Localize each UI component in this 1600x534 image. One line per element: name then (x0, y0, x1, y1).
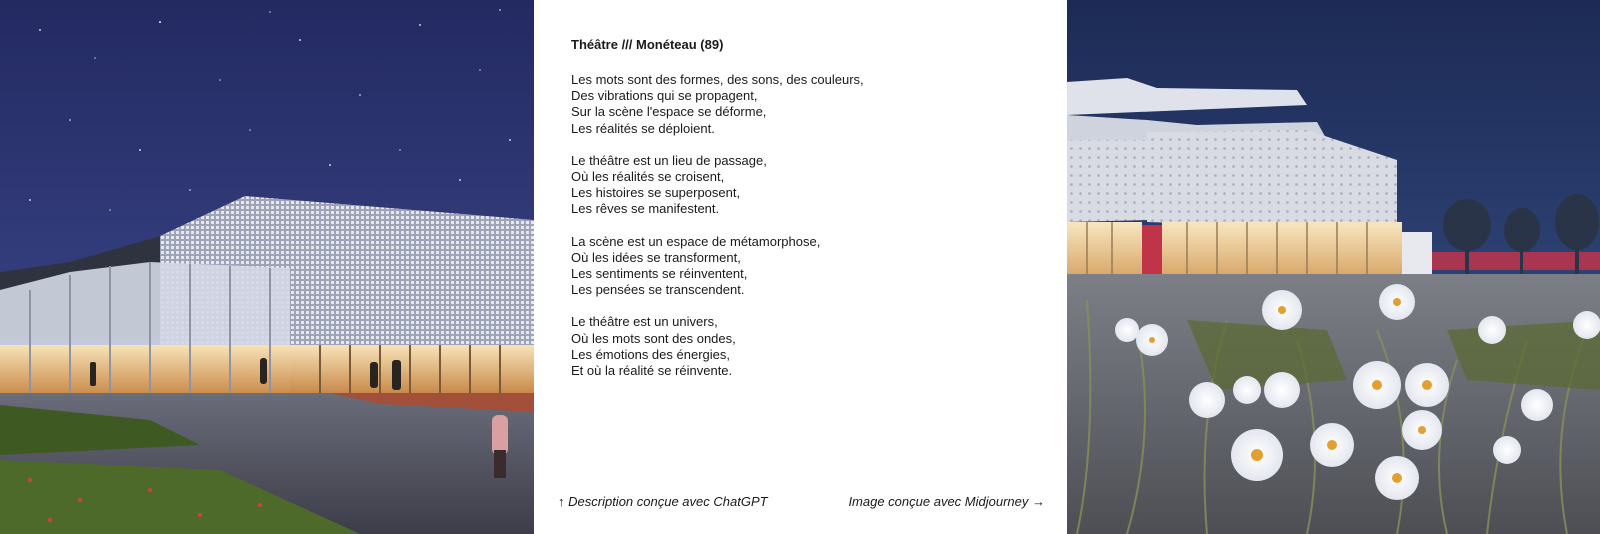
poem-line: Où les mots sont des ondes, (571, 330, 736, 346)
poem-stanza (571, 234, 1031, 299)
theatre-night-illustration (0, 0, 534, 534)
poem-line: Où les réalités se croisent, (571, 169, 725, 185)
poem-line: Des vibrations qui se propagent, (571, 88, 758, 104)
arrow-up-icon: ↑ (558, 494, 565, 509)
poem (571, 72, 1031, 395)
poem-line: Les rêves se manifestent. (571, 201, 720, 217)
poem-line: La scène est un espace de métamorphose, (571, 233, 821, 249)
poem-line: Les sentiments se réinventent, (571, 266, 748, 282)
poem-stanza (571, 72, 1031, 137)
poem-line: Sur la scène l'espace se déforme, (571, 104, 767, 120)
caption-chatgpt (558, 494, 768, 509)
poem-line: Les pensées se transcendent. (571, 282, 745, 298)
arrow-right-icon: → (1032, 494, 1045, 509)
poem-line: Le théâtre est un lieu de passage, (571, 152, 767, 168)
theatre-flowers-illustration (1067, 0, 1600, 534)
poem-line: Les mots sont des formes, des sons, des couleurs, (571, 72, 864, 87)
caption-left-text: Description conçue avec ChatGPT (568, 494, 768, 509)
poem-stanza (571, 153, 1031, 218)
left-render-image (0, 0, 534, 534)
poem-line: Et où la réalité se réinvente. (571, 363, 733, 379)
right-render-image (1067, 0, 1600, 534)
poem-line: Les émotions des énergies, (571, 346, 730, 362)
poem-stanza (571, 314, 1031, 379)
poem-line: Les histoires se superposent, (571, 185, 741, 201)
caption-right-text: Image conçue avec Midjourney (848, 494, 1029, 509)
poem-line: Le théâtre est un univers, (571, 314, 718, 330)
poem-line: Les réalités se déploient. (571, 120, 715, 136)
text-panel (534, 0, 1067, 534)
poem-line: Où les idées se transforment, (571, 249, 741, 265)
caption-midjourney (848, 494, 1045, 509)
page-title: Théâtre /// Monéteau (89) (571, 37, 724, 52)
